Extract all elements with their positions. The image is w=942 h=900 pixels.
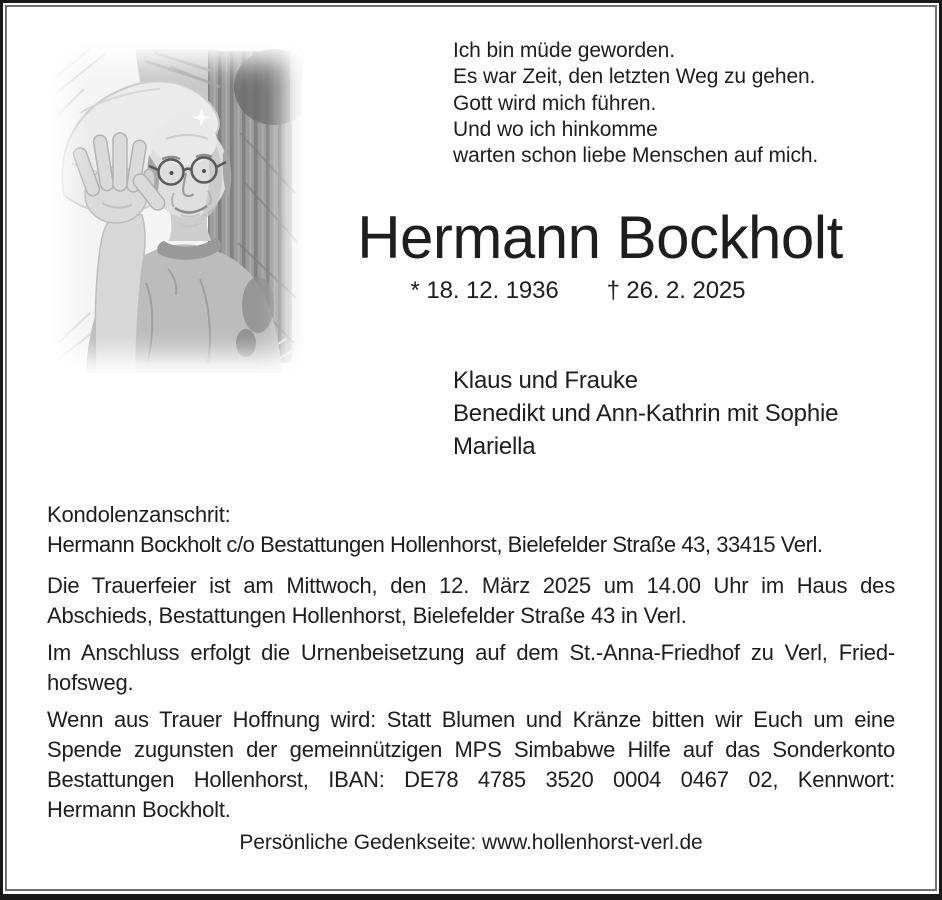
deceased-name: Hermann Bockholt <box>357 204 843 271</box>
condolence-label: Kondolenzanschrit: <box>47 502 231 527</box>
text-line: Hermann Bockholt. <box>47 797 231 822</box>
announcement-text <box>47 500 895 825</box>
mourner-line: Klaus und Frauke <box>453 367 638 394</box>
text-line: Im Anschluss erfolgt die Urnenbeisetzung auf dem St.-Anna-Friedhof zu Verl, Fried- <box>47 640 895 665</box>
text-line: hofsweg. <box>47 670 134 695</box>
mourner-line: Mariella <box>453 433 536 460</box>
text-line: Spende zugunsten der gemeinnützigen MPS Simbabwe Hilfe auf das Sonderkonto <box>47 737 895 762</box>
life-dates <box>296 277 860 305</box>
text-line: Wenn aus Trauer Hoffnung wird: Statt Blumen und Kränze bitten wir Euch um eine <box>47 707 895 732</box>
condolence-address <box>47 500 895 560</box>
mourners <box>453 364 838 463</box>
text-line: Abschieds, Bestattungen Hollenhorst, Bielefelder Straße 43 in Verl. <box>47 603 687 628</box>
poem-line: Und wo ich hinkomme <box>453 117 658 141</box>
text-line: Bestattungen Hollenhorst, IBAN: DE78 4785 3520 0004 0467 02, Kennwort: <box>47 767 895 792</box>
condolence-address-line: Hermann Bockholt c/o Bestattungen Hollenhorst, Bielefelder Straße 43, 33415 Verl. <box>47 532 823 557</box>
burial-info <box>47 638 895 698</box>
poem-line: Es war Zeit, den letzten Weg zu gehen. <box>453 65 816 89</box>
mourner-line: Benedikt und Ann-Kathrin mit Sophie <box>453 400 839 427</box>
donation-request <box>47 705 895 825</box>
text-line: Die Trauerfeier ist am Mittwoch, den 12. März 2025 um 14.00 Uhr im Haus des <box>47 573 895 598</box>
death-date: † 26. 2. 2025 <box>606 277 746 304</box>
poem-line: Gott wird mich führen. <box>453 91 657 115</box>
poem-line: Ich bin müde geworden. <box>453 39 675 62</box>
memorial-site-text: Persönliche Gedenkseite: www.hollenhorst-verl.de <box>239 831 703 854</box>
birth-date: * 18. 12. 1936 <box>410 277 559 304</box>
poem <box>453 38 818 169</box>
poem-line: warten schon liebe Menschen auf mich. <box>453 144 819 168</box>
funeral-service-info <box>47 571 895 631</box>
